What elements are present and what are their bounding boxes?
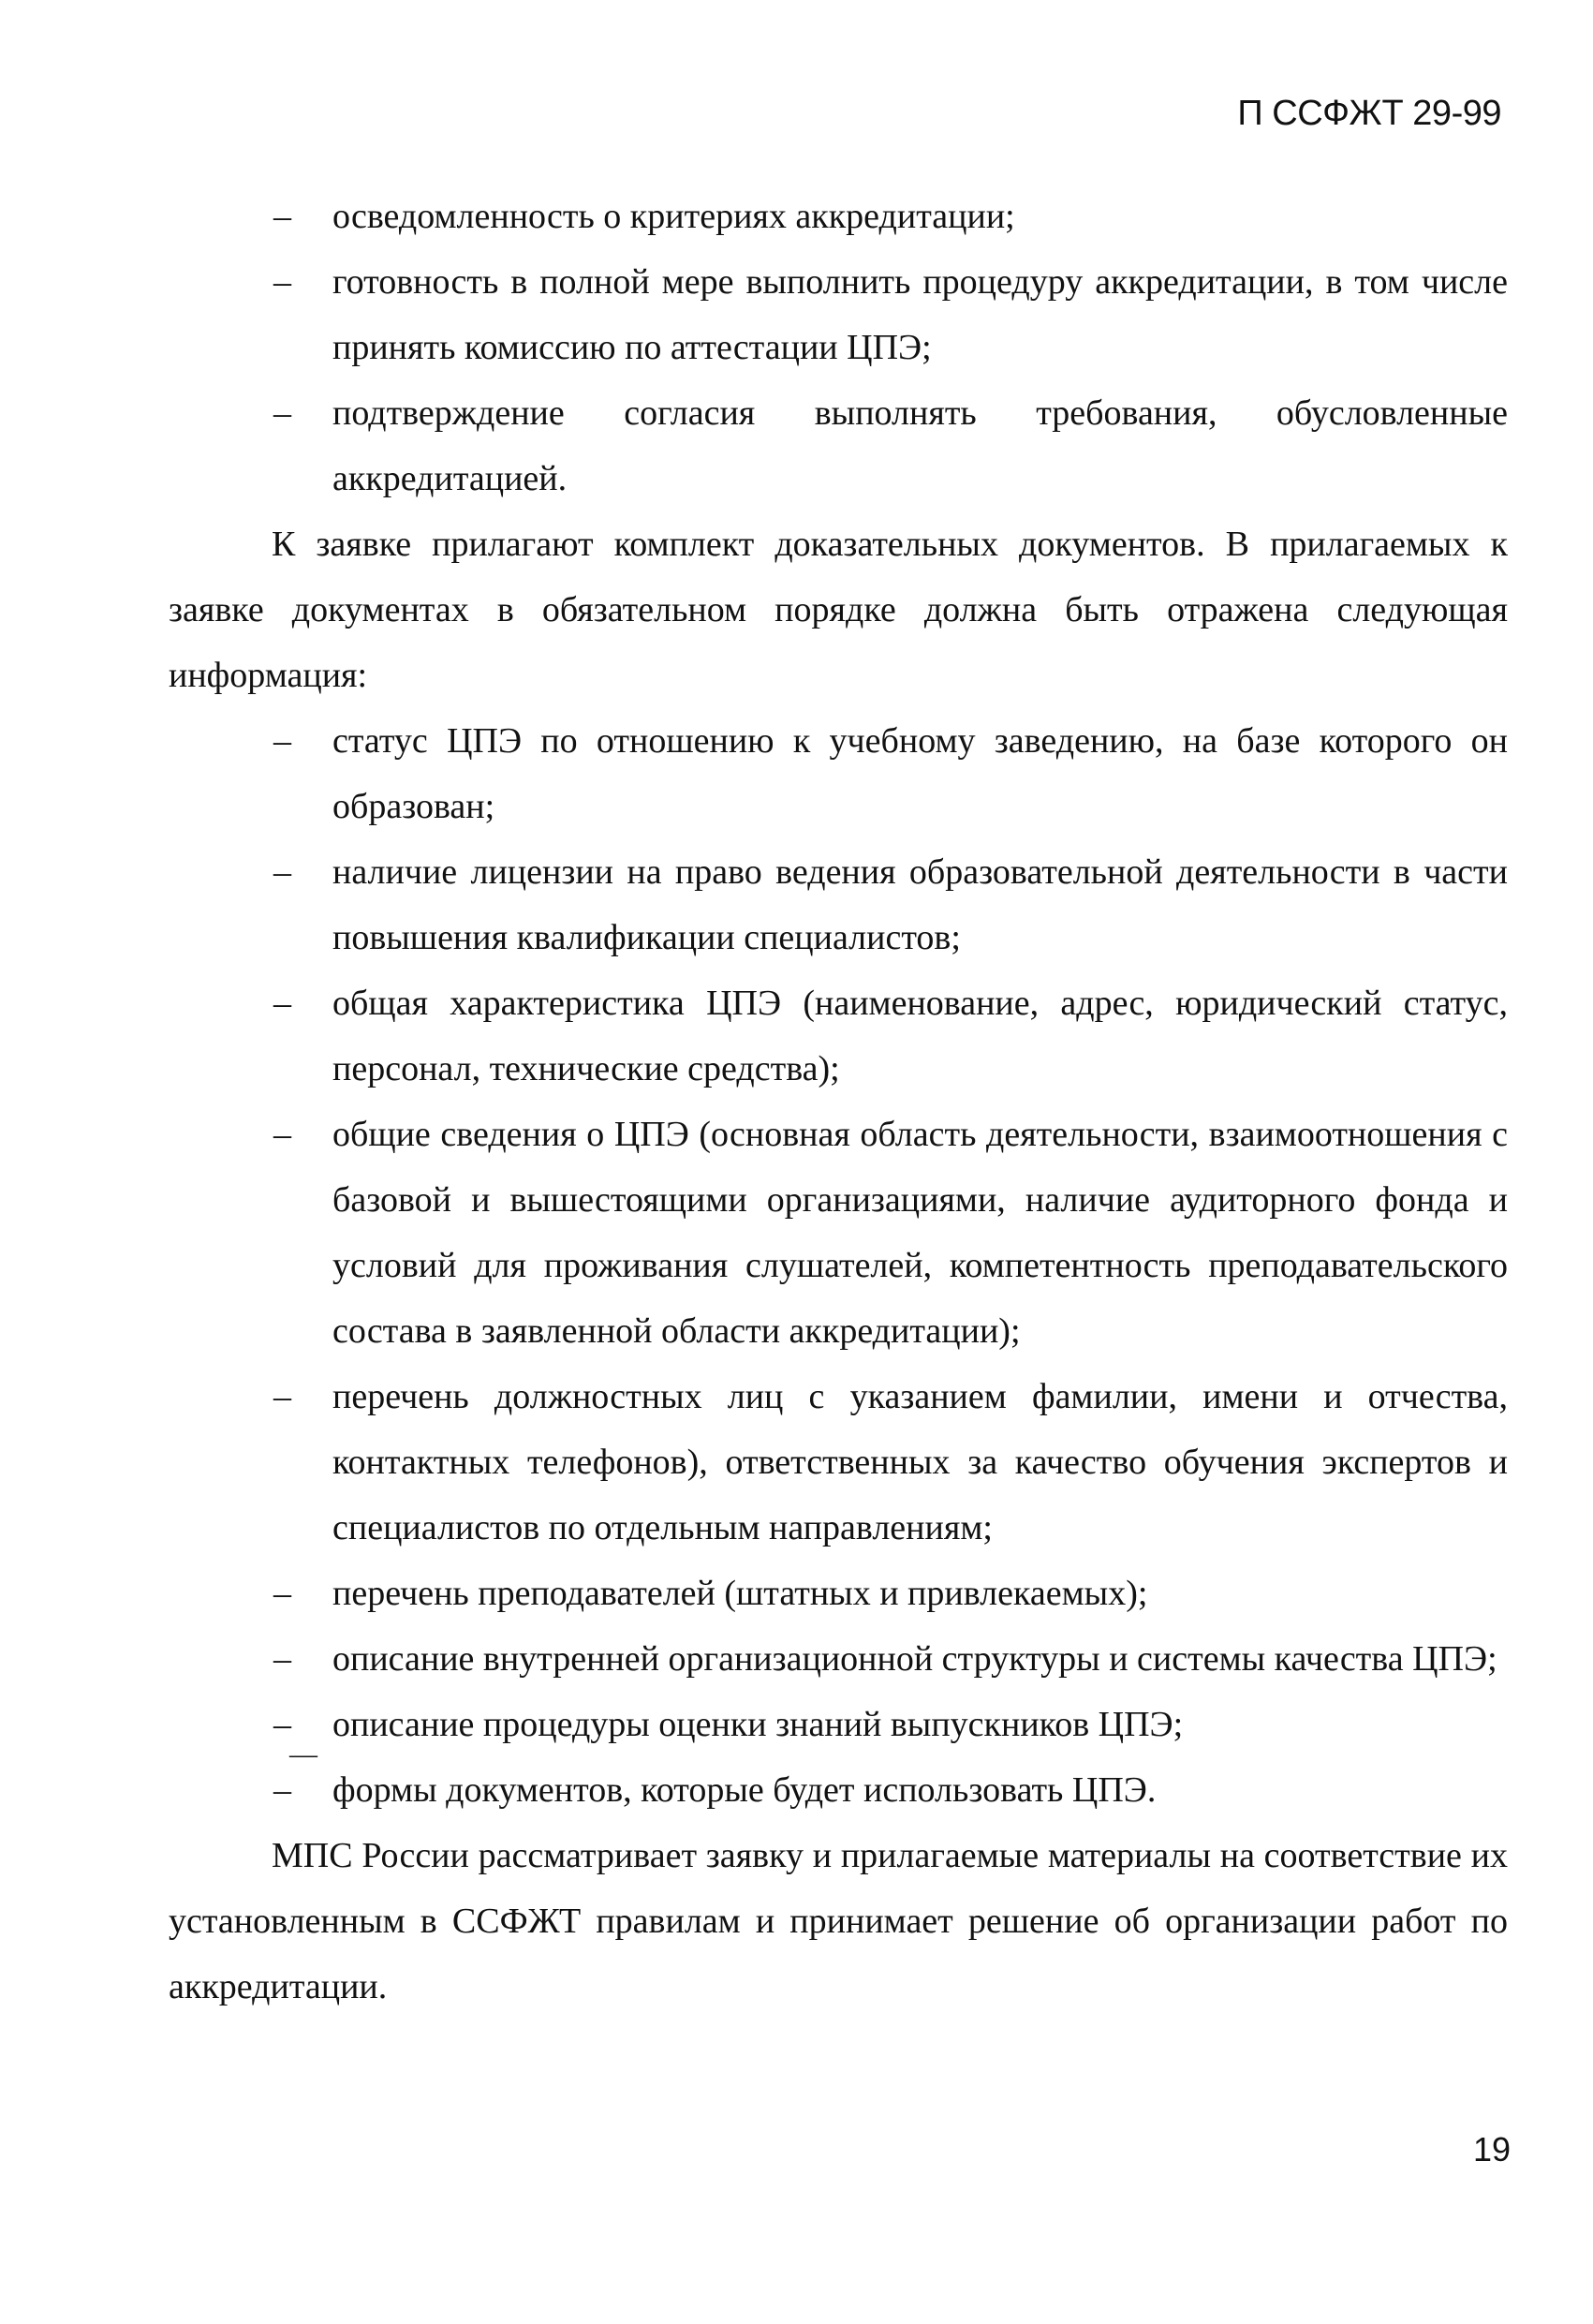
list-item-text: наличие лицензии на право ведения образовательной деятельности в части повышения квалификации специалистов; xyxy=(332,852,1508,957)
list-item xyxy=(169,1561,1508,1626)
page-number: 19 xyxy=(1472,2130,1511,2169)
list-item xyxy=(169,249,1508,380)
list-item xyxy=(169,1626,1508,1692)
list-item-text: осведомленность о критериях аккредитации; xyxy=(332,197,1015,236)
requirements-list xyxy=(169,184,1508,511)
list-item-text: общие сведения о ЦПЭ (основная область деятельности, взаимоотношения с базовой и вышестоящими организациями, наличие аудиторного фонда и условий для проживания слушателей, компетентность преподавательского состава в заявленной области аккредитации); xyxy=(332,1115,1508,1351)
list-dash: – xyxy=(273,1705,291,1744)
list-dash: – xyxy=(273,721,291,761)
list-dash: – xyxy=(273,852,291,892)
paragraph-attachments: К заявке прилагают комплект доказательных документов. В прилагаемых к заявке документах в обязательном порядке должна быть отражена следующая информация: xyxy=(169,525,1508,695)
list-item xyxy=(169,1102,1508,1364)
list-item-text: описание процедуры оценки знаний выпускников ЦПЭ; xyxy=(332,1705,1184,1744)
list-dash: – xyxy=(273,984,291,1023)
list-item-text: готовность в полной мере выполнить процедуру аккредитации, в том числе принять комиссию по аттестации ЦПЭ; xyxy=(332,262,1508,367)
list-item xyxy=(169,1364,1508,1561)
list-item xyxy=(169,839,1508,970)
list-item-text: формы документов, которые будет использовать ЦПЭ. xyxy=(332,1770,1157,1810)
list-dash: – xyxy=(273,1639,291,1679)
list-item-text: статус ЦПЭ по отношению к учебному заведению, на базе которого он образован; xyxy=(332,721,1508,826)
list-item-text: подтверждение согласия выполнять требования, обусловленные аккредитацией. xyxy=(332,393,1508,498)
stray-dash-mark: — xyxy=(289,1739,317,1769)
list-dash: – xyxy=(273,1770,291,1810)
list-item-text: описание внутренней организационной структуры и системы качества ЦПЭ; xyxy=(332,1639,1497,1679)
list-item xyxy=(169,184,1508,249)
document-body xyxy=(169,184,1508,2020)
list-item-text: перечень преподавателей (штатных и привлекаемых); xyxy=(332,1574,1148,1613)
list-item xyxy=(169,970,1508,1102)
list-dash: – xyxy=(273,1377,291,1416)
list-dash: – xyxy=(273,1115,291,1154)
paragraph-decision: МПС России рассматривает заявку и прилагаемые материалы на соответствие их установленным в ССФЖТ правилам и принимает решение об организации работ по аккредитации. xyxy=(169,1836,1508,2006)
list-item xyxy=(169,380,1508,511)
list-item xyxy=(169,1692,1508,1757)
list-item xyxy=(169,708,1508,839)
list-item xyxy=(169,1757,1508,1823)
list-item-text: общая характеристика ЦПЭ (наименование, адрес, юридический статус, персонал, технические средства); xyxy=(332,984,1508,1088)
list-item-text: перечень должностных лиц с указанием фамилии, имени и отчества, контактных телефонов), ответственных за качество обучения экспертов и специалистов по отдельным направлениям; xyxy=(332,1377,1508,1547)
attachments-info-list xyxy=(169,708,1508,1823)
list-dash: – xyxy=(273,1574,291,1613)
list-dash: – xyxy=(273,197,291,236)
document-code-header: П ССФЖТ 29-99 xyxy=(1237,94,1501,133)
list-dash: – xyxy=(273,262,291,302)
list-dash: – xyxy=(273,393,291,433)
